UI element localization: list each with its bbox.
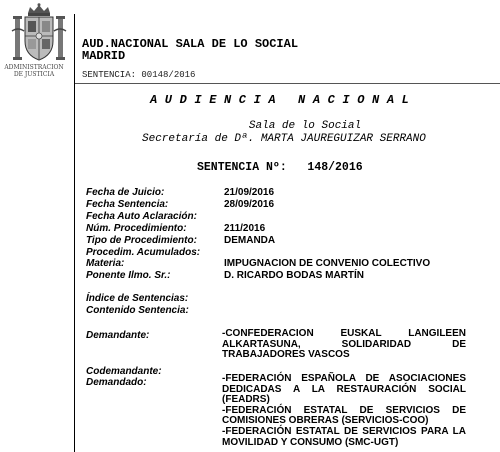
sentencia-number: SENTENCIA Nº: 148/2016 [197, 161, 363, 174]
field-value: DEMANDA [224, 235, 276, 246]
field-value: IMPUGNACION DE CONVENIO COLECTIVO [224, 258, 431, 269]
field-label: Fecha Sentencia: [86, 199, 169, 210]
field-value: D. RICARDO BODAS MARTÍN [224, 270, 364, 281]
field-label: Fecha Auto Aclaración: [86, 211, 197, 222]
demandante-text: -CONFEDERACION EUSKAL LANGILEEN ALKARTASUNA, SOLIDARIDAD DE TRABAJADORES VASCOS [222, 328, 466, 361]
demandante-value [222, 329, 466, 361]
field-label: Ponente Ilmo. Sr.: [86, 270, 171, 281]
court-name: AUD.NACIONAL SALA DE LO SOCIAL [82, 37, 299, 51]
logo-caption [0, 64, 68, 78]
indice-label: Índice de Sentencias: [86, 293, 189, 304]
demandado-label: Demandado: [86, 377, 147, 388]
demandado-item: -FEDERACIÓN ESTATAL DE SERVICIOS PARA LA MOVILIDAD Y CONSUMO (SMC-UGT) [222, 425, 466, 448]
field-label: Procedim. Acumulados: [86, 247, 201, 258]
court-city: MADRID [82, 49, 126, 63]
demandado-item: -FEDERACIÓN ESTATAL DE SERVICIOS DE COMISIONES OBRERAS (SERVICIOS-COO) [222, 404, 466, 427]
field-label: Fecha de Juicio: [86, 187, 165, 198]
field-label: Tipo de Procedimiento: [86, 235, 197, 246]
demandado-item: -FEDERACIÓN ESPAÑOLA DE ASOCIACIONES DEDICADAS A LA RESTAURACIÓN SOCIAL (FEADRS) [222, 373, 466, 406]
header-divider [75, 83, 500, 84]
field-value: 211/2016 [224, 223, 266, 234]
field-label: Núm. Procedimiento: [86, 223, 187, 234]
demandado-list [222, 374, 466, 448]
field-value: 21/09/2016 [224, 187, 275, 198]
sala-subtitle: Sala de lo Social [248, 120, 362, 132]
secretaria-line: Secretaría de Dª. MARTA JAUREGUIZAR SERRANO [142, 133, 426, 145]
contenido-label: Contenido Sentencia: [86, 305, 189, 316]
codemandante-label: Codemandante: [86, 366, 162, 377]
logo-caption-line1: ADMINISTRACION [4, 64, 64, 71]
document-title: AUDIENCIA NACIONAL [150, 93, 417, 107]
sentencia-reference: SENTENCIA: 00148/2016 [82, 70, 196, 80]
field-value: 28/09/2016 [224, 199, 275, 210]
logo-caption-line2: DE JUSTICIA [13, 71, 55, 78]
field-label: Materia: [86, 258, 125, 269]
demandante-label: Demandante: [86, 330, 150, 341]
margin-rule [74, 14, 75, 452]
